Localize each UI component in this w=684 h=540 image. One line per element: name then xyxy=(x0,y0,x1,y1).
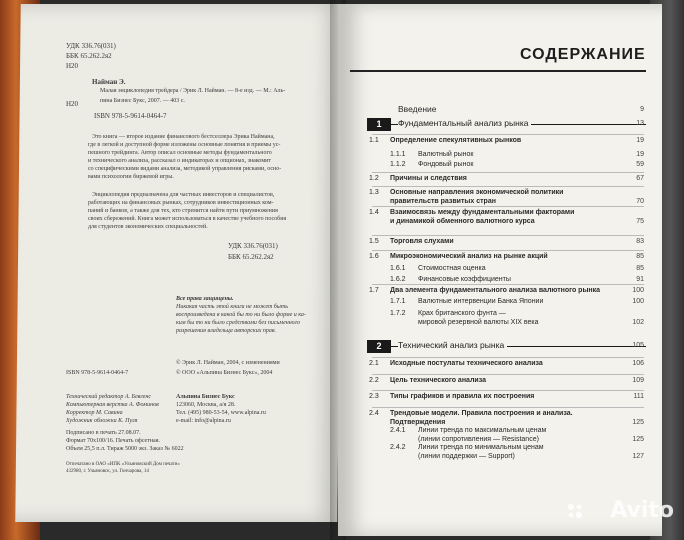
toc-entry-label-line-2: мировой резервной валюты XIX века xyxy=(418,319,539,326)
toc-entry-number: 1.2 xyxy=(369,175,379,182)
book-description-2: пина Бизнес Букс, 2007. — 403 с. xyxy=(100,98,185,104)
toc-entry-page: 70 xyxy=(636,198,644,205)
annotation-4: и технического анализа, рассказал о индикаторах и опционах, знакомит xyxy=(88,158,271,164)
toc-intro-label: Введение xyxy=(398,104,437,114)
toc-entry-label-line-2: правительств развитых стран xyxy=(390,198,496,205)
printer-address: 432980, г. Ульяновск, ул. Гончарова, 14 xyxy=(66,469,149,474)
annotation-10: своих сбережений. Книга может использоваться в качестве учебного пособия xyxy=(88,216,287,222)
section-1-label: Фундаментальный анализ рынка xyxy=(398,118,531,128)
rights-line-2: воспроизведена в какой бы то ни было форме и ка- xyxy=(176,312,306,318)
publisher-name: Альпина Бизнес Букс xyxy=(176,394,235,400)
toc-entry-number: 2.3 xyxy=(369,393,379,400)
toc-entry-page: 125 xyxy=(632,436,644,443)
printer-name: Отпечатано в ОАО «ИПК «Ульяновский Дом печати» xyxy=(66,462,180,467)
toc-entry-page: 127 xyxy=(632,453,644,460)
toc-entry-label: Финансовые коэффициенты xyxy=(418,276,511,283)
toc-entry-label: Крах британского фунта — xyxy=(418,310,506,317)
toc-entry-number: 1.1 xyxy=(369,137,379,144)
toc-entry-number: 2.2 xyxy=(369,377,379,384)
section-2-page: 105 xyxy=(632,342,644,349)
toc-entry-separator xyxy=(372,235,644,236)
toc-entry-number: 1.6 xyxy=(369,253,379,260)
annotation-6: вами психологии биржевой игры. xyxy=(88,174,174,180)
toc-entry-label: Два элемента фундаментального анализа валютного рынка xyxy=(390,287,601,294)
toc-entry-page: 109 xyxy=(632,377,644,384)
toc-entry-label-line-2: (линии сопротивления — Resistance) xyxy=(418,436,539,443)
toc-entry-label: Определение спекулятивных рынков xyxy=(390,137,522,144)
toc-entry-page: 111 xyxy=(633,393,644,400)
toc-entry-page: 85 xyxy=(636,253,644,260)
section-2-label: Технический анализ рынка xyxy=(398,340,507,350)
print-format: Формат 70х100/16. Печать офсетная. xyxy=(66,438,160,444)
publisher-address: 123060, Москва, а/я 28. xyxy=(176,402,236,408)
toc-title: СОДЕРЖАНИЕ xyxy=(520,46,646,63)
toc-entry-separator xyxy=(372,357,644,358)
toc-entry-number: 2.4.1 xyxy=(390,427,406,434)
annotation-2: где в легкой и доступной форме изложены основные понятия и приемы ус- xyxy=(88,142,281,148)
annotation-9: паний и банков, а также для тех, кто стремится найти пути приумножения xyxy=(88,208,278,214)
toc-entry-separator xyxy=(372,134,644,135)
annotation-8: работающих на финансовых рынках, сотрудников инвестиционных ком- xyxy=(88,200,274,206)
section-1-page: 13 xyxy=(636,120,644,127)
toc-entry-separator xyxy=(372,390,644,391)
left-page xyxy=(15,4,342,522)
copyright-author: © Эрик Л. Найман, 2004, с изменениями xyxy=(176,360,280,366)
author-mark: Н20 xyxy=(66,62,79,70)
toc-entry-number: 1.7.2 xyxy=(390,310,406,317)
toc-entry-label: Взаимосвязь между фундаментальными факторами xyxy=(390,209,575,216)
toc-entry-label: Валютный рынок xyxy=(418,151,474,158)
isbn: ISBN 978-5-9614-0464-7 xyxy=(94,112,167,120)
toc-entry-label-line-2: (линии поддержки — Support) xyxy=(418,453,515,460)
toc-entry-page: 125 xyxy=(632,419,644,426)
toc-entry-label: Торговля слухами xyxy=(390,238,454,245)
toc-entry-label: Стоимостная оценка xyxy=(418,265,486,272)
toc-entry-label: Типы графиков и правила их построения xyxy=(390,393,535,400)
toc-entry-number: 1.5 xyxy=(369,238,379,245)
annotation-11: для студентов экономических специальностей. xyxy=(88,224,208,230)
rights-line-3: ким бы то ни было средствами без письменного xyxy=(176,320,301,326)
author-name: Найман Э. xyxy=(92,78,126,86)
avito-watermark: Avito xyxy=(610,498,674,523)
toc-entry-label: Основные направления экономической политики xyxy=(390,189,564,196)
toc-entry-label: Валютные интервенции Банка Японии xyxy=(418,298,544,305)
toc-entry-page: 85 xyxy=(636,265,644,272)
print-volume: Объем 25,5 п.л. Тираж 5000 экз. Заказ № 6022 xyxy=(66,446,184,452)
toc-title-rule xyxy=(350,70,646,72)
toc-entry-separator xyxy=(372,172,644,173)
toc-entry-label: Исходные постулаты технического анализа xyxy=(390,360,543,367)
toc-entry-page: 100 xyxy=(632,287,644,294)
credits-layout: Компьютерная верстка А. Фоминов xyxy=(66,402,159,408)
section-2-number: 2 xyxy=(367,340,391,353)
toc-entry-page: 102 xyxy=(632,319,644,326)
toc-entry-separator xyxy=(372,284,644,285)
annotation-5: со специфическими видами анализа, методикой управления рисками, осно- xyxy=(88,166,282,172)
udk-code: УДК 336.76(031) xyxy=(66,42,116,50)
toc-entry-label-line-2: Подтверждения xyxy=(390,419,446,426)
annotation-3: пешного трейдинга. Автор описал основные методы фундаментального xyxy=(88,150,272,156)
rights-line-4: разрешения владельца авторских прав. xyxy=(176,328,276,334)
toc-entry-label: Трендовые модели. Правила построения и анализа. xyxy=(390,410,573,417)
toc-entry-number: 2.4.2 xyxy=(390,444,406,451)
publisher-phone: Тел. (495) 980-53-54, www.alpina.ru xyxy=(176,410,266,416)
toc-entry-label: Линии тренда по минимальным ценам xyxy=(418,444,544,451)
bbk-code-bottom: ББК 65.262.2я2 xyxy=(228,253,274,261)
toc-entry-number: 1.7.1 xyxy=(390,298,406,305)
toc-entry-separator xyxy=(372,206,644,207)
bbk-code: ББК 65.262.2я2 xyxy=(66,52,112,60)
publisher-email: e-mail: info@alpina.ru xyxy=(176,418,231,424)
credits-tech-editor: Технический редактор А. Бевгенс xyxy=(66,394,151,400)
toc-entry-page: 19 xyxy=(636,137,644,144)
toc-entry-number: 2.4 xyxy=(369,410,379,417)
toc-entry-label: Цель технического анализа xyxy=(390,377,486,384)
rights-title: Все права защищены. xyxy=(176,296,234,302)
toc-intro-page: 9 xyxy=(640,106,644,113)
toc-entry-page: 75 xyxy=(636,218,644,225)
toc-entry-separator xyxy=(372,250,644,251)
rights-line-1: Никакая часть этой книги не может быть xyxy=(176,304,288,310)
toc-entry-number: 1.4 xyxy=(369,209,379,216)
toc-entry-number: 2.1 xyxy=(369,360,379,367)
toc-entry-separator xyxy=(372,186,644,187)
toc-entry-label-line-2: и динамикой обменного валютного курса xyxy=(390,218,535,225)
toc-entry-label: Микроэкономический анализ на рынке акций xyxy=(390,253,548,260)
toc-entry-page: 106 xyxy=(632,360,644,367)
toc-entry-label: Причины и следствия xyxy=(390,175,467,182)
toc-entry-number: 1.7 xyxy=(369,287,379,294)
toc-entry-label: Фондовый рынок xyxy=(418,161,474,168)
toc-entry-number: 1.1.1 xyxy=(390,151,406,158)
toc-entry-page: 59 xyxy=(636,161,644,168)
credits-corrector: Корректор М. Савина xyxy=(66,410,123,416)
toc-entry-page: 83 xyxy=(636,238,644,245)
toc-entry-page: 67 xyxy=(636,175,644,182)
toc-entry-number: 1.3 xyxy=(369,189,379,196)
toc-entry-number: 1.6.2 xyxy=(390,276,406,283)
toc-entry-page: 91 xyxy=(636,276,644,283)
section-1-number: 1 xyxy=(367,118,391,131)
author-mark-2: Н20 xyxy=(66,100,79,108)
copyright-publisher: © ООО «Альпина Бизнес Букс», 2004 xyxy=(176,370,273,376)
annotation-1: Это книга — второе издание финансового бестселлера Эрика Наймана, xyxy=(92,134,275,140)
credits-cover-artist: Художник обложки К. Пуля xyxy=(66,418,138,424)
toc-entry-label: Линии тренда по максимальным ценам xyxy=(418,427,547,434)
annotation-7: Энциклопедия предназначена для частных инвесторов и специалистов, xyxy=(92,192,275,198)
book-description-1: Малая энциклопедия трейдера / Эрик Л. Найман. — 8-е изд. — М.: Аль- xyxy=(100,88,286,94)
avito-logo-icon xyxy=(566,502,584,520)
toc-entry-page: 19 xyxy=(636,151,644,158)
print-signed: Подписано в печать 27.08.07. xyxy=(66,430,141,436)
toc-entry-separator xyxy=(372,374,644,375)
toc-entry-separator xyxy=(372,407,644,408)
isbn-bottom: ISBN 978-5-9614-0464-7 xyxy=(66,370,129,376)
udk-code-bottom: УДК 336.76(031) xyxy=(228,242,278,250)
toc-entry-page: 100 xyxy=(632,298,644,305)
toc-entry-number: 1.1.2 xyxy=(390,161,406,168)
toc-entry-number: 1.6.1 xyxy=(390,265,406,272)
